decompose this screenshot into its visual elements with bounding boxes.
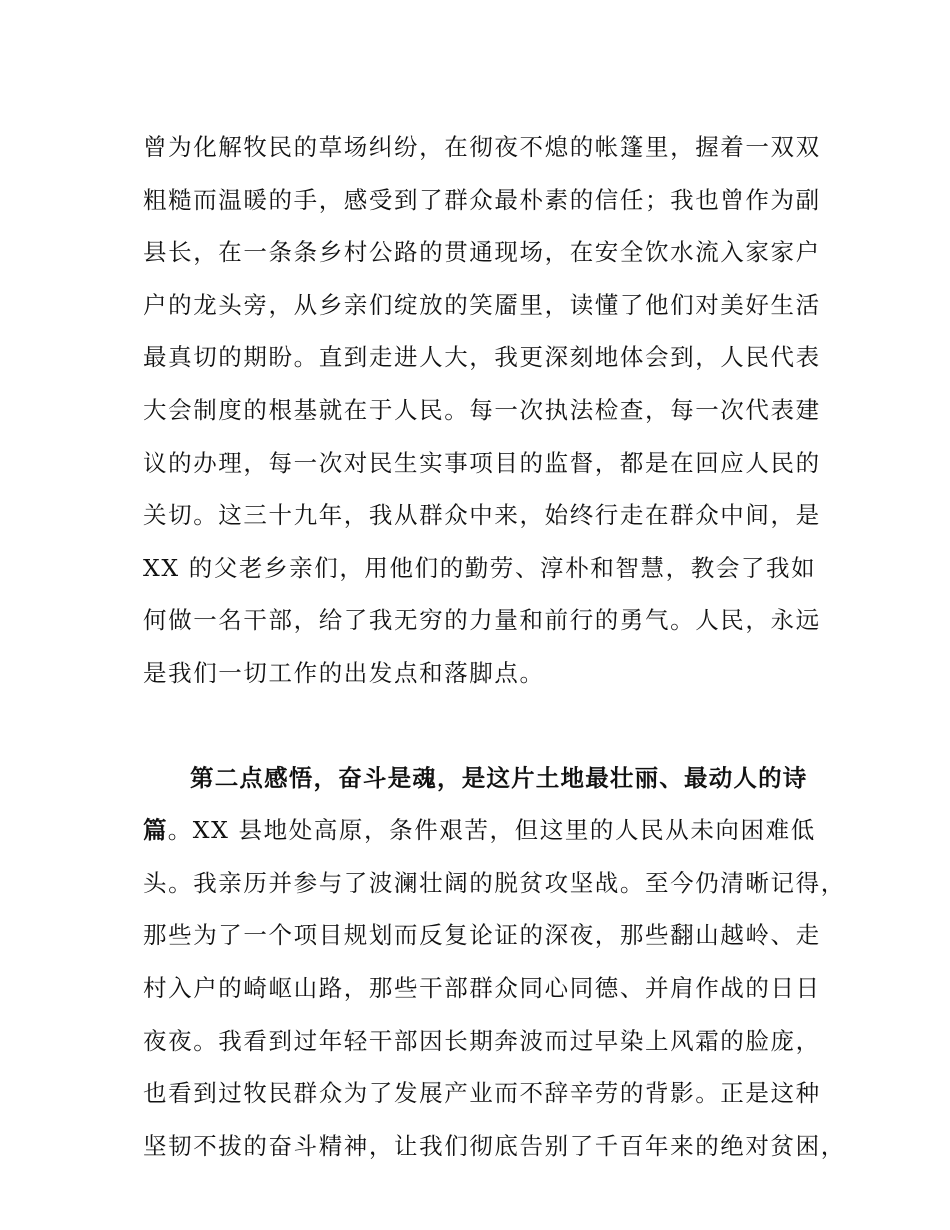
paragraph-1-line: 议的办理，每一次对民生实事项目的监督，都是在回应人民的: [143, 448, 821, 477]
paragraph-2-line: 村入户的崎岖山路，那些干部群众同心同德、并肩作战的日日: [143, 973, 821, 1002]
paragraph-2-line: 那些为了一个项目规划而反复论证的深夜，那些翻山越岭、走: [143, 921, 821, 950]
paragraph-2-line: [143, 804, 843, 857]
paragraph-2-line: 夜夜。我看到过年轻干部因长期奔波而过早染上风霜的脸庞，: [143, 1026, 821, 1055]
paragraph-2-bold-lead: 第二点感悟，奋斗是魂，是这片土地最壮丽、最动人的诗: [190, 763, 808, 792]
paragraph-1-line: 户的龙头旁，从乡亲们绽放的笑靥里，读懂了他们对美好生活: [143, 290, 821, 319]
paragraph-1-line: 县长，在一条条乡村公路的贯通现场，在安全饮水流入家家户: [143, 238, 821, 267]
paragraph-spacer: [143, 700, 843, 752]
paragraph-1-line: 粗糙而温暖的手，感受到了群众最朴素的信任；我也曾作为副: [143, 185, 821, 214]
document-body: [143, 121, 846, 1172]
paragraph-1-line: 是我们一切工作的出发点和落脚点。: [143, 658, 545, 687]
paragraph-2-text: 。XX 县地处高原，条件艰苦，但这里的人民从未向困难低: [167, 816, 816, 845]
paragraph-1-line: 最真切的期盼。直到走进人大，我更深刻地体会到，人民代表: [143, 343, 821, 372]
paragraph-1-line: XX 的父老乡亲们，用他们的勤劳、淳朴和智慧，教会了我如: [143, 553, 817, 582]
paragraph-2-heading-line: [143, 752, 843, 805]
paragraph-2-line: 坚韧不拔的奋斗精神，让我们彻底告别了千百年来的绝对贫困，: [143, 1131, 846, 1160]
paragraph-2-bold-end: 篇: [143, 816, 168, 845]
paragraph-2-line: 头。我亲历并参与了波澜壮阔的脱贫攻坚战。至今仍清晰记得，: [143, 868, 846, 897]
paragraph-1-line: 大会制度的根基就在于人民。每一次执法检查，每一次代表建: [143, 395, 821, 424]
paragraph-2-line: 也看到过牧民群众为了发展产业而不辞辛劳的背影。正是这种: [143, 1079, 821, 1108]
paragraph-1-line: 关切。这三十九年，我从群众中来，始终行走在群众中间，是: [143, 501, 821, 530]
paragraph-1-line: 何做一名干部，给了我无穷的力量和前行的勇气。人民，永远: [143, 606, 821, 635]
paragraph-1-line: 曾为化解牧民的草场纠纷，在彻夜不熄的帐篷里，握着一双双: [143, 133, 821, 161]
